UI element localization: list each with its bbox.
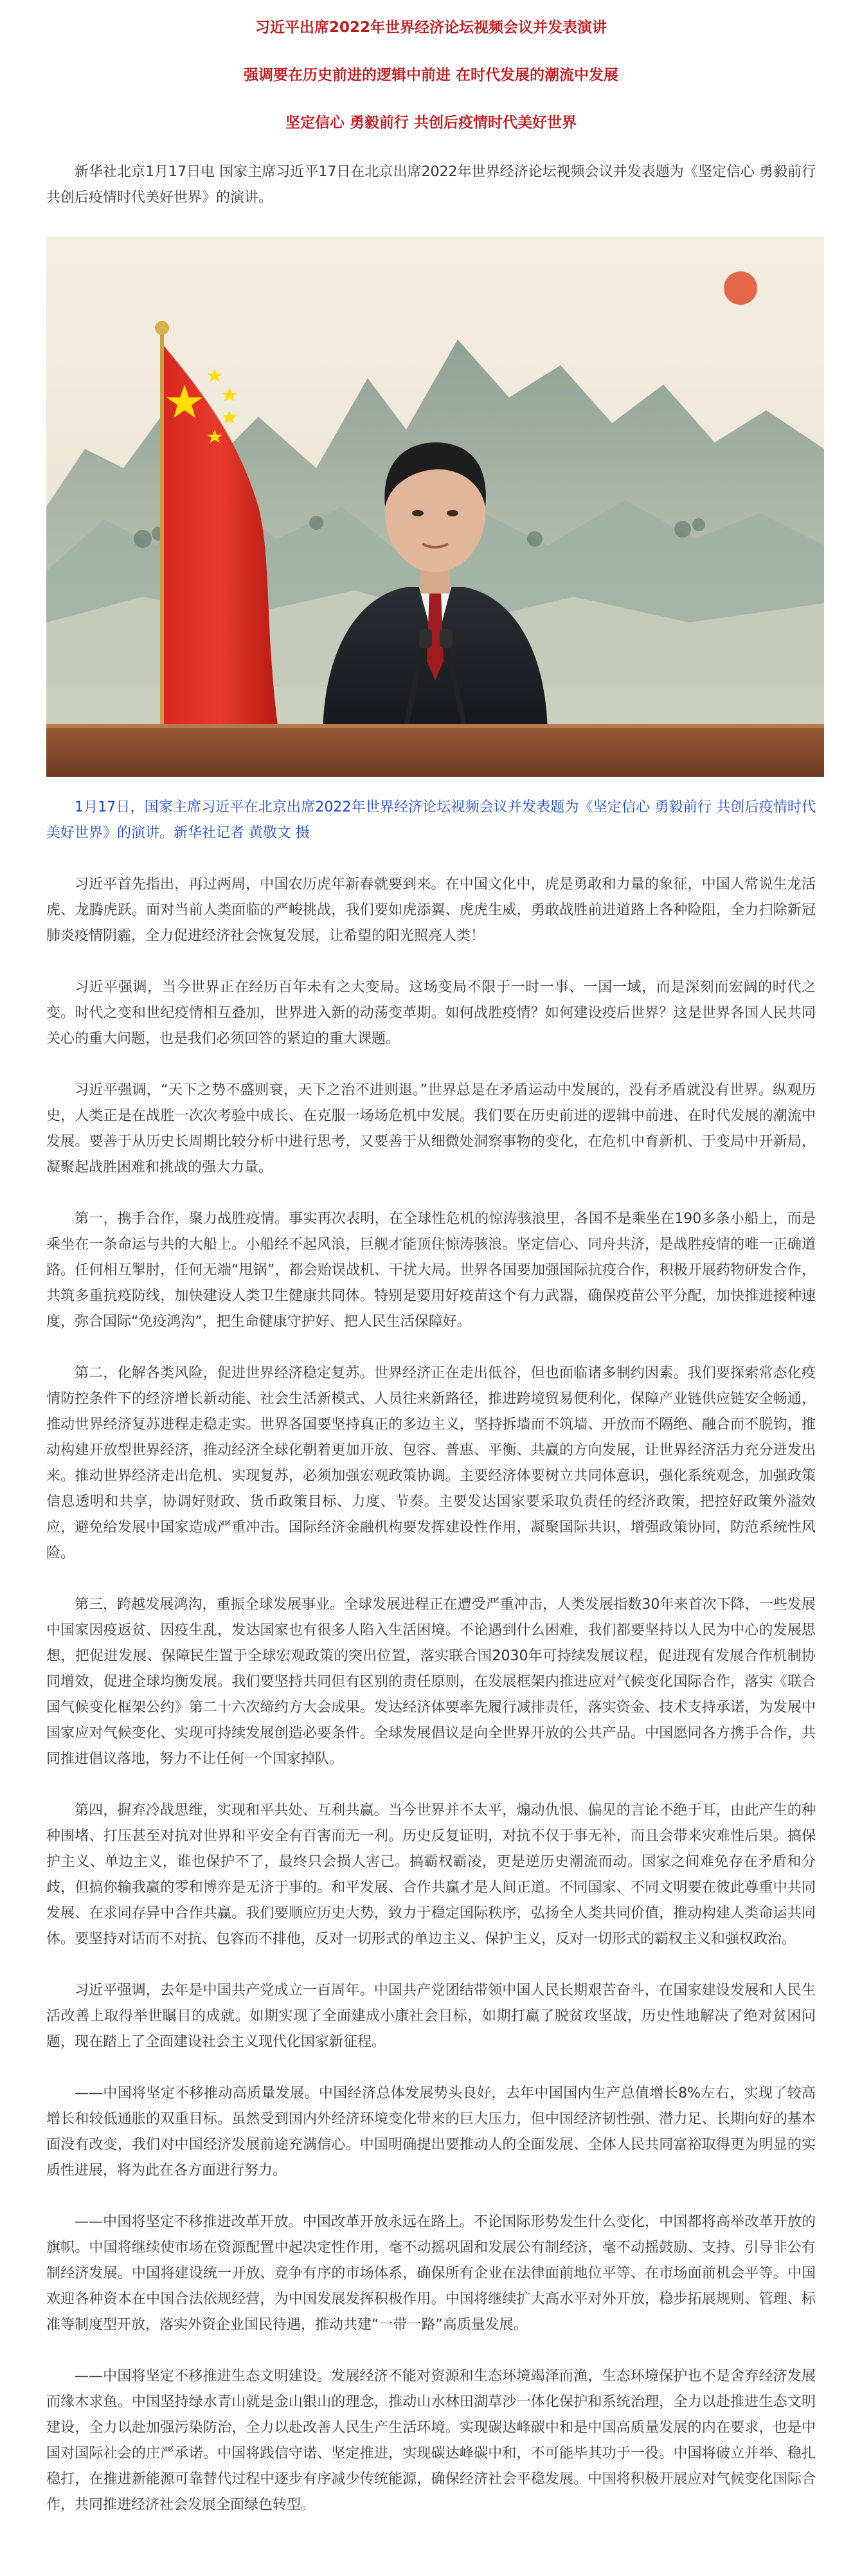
headline-sub2: 坚定信心 勇毅前行 共创后疫情时代美好世界 [285,114,577,131]
lead-paragraph: 新华社北京1月17日电 国家主席习近平17日在北京出席2022年世界经济论坛视频会议并发表题为《坚定信心 勇毅前行 共创后疫情时代美好世界》的演讲。 [46,164,816,206]
body-paragraph: 第三，跨越发展鸿沟，重振全球发展事业。全球发展进程正在遭受严重冲击，人类发展指数30年来首次下降，一些发展中国家因疫返贫、因疫生乱，发达国家也有很多人陷入生活困境。不论遇到什么困难，我们都要坚持以人民为中心的发展思想，把促进发展、保障民生置于全球宏观政策的突出位置，落实联合国2030年可持续发展议程，促进现有发展合作机制协同增效，促进全球均衡发展。我们要坚持共同但有区别的责任原则，在发展框架内推进应对气候变化国际合作，落实《联合国气候变化框架公约》第二十六次缔约方大会成果。发达经济体要率先履行减排责任，落实资金、技术支持承诺，为发展中国家应对气候变化、实现可持续发展创造必要条件。全球发展倡议是向全世界开放的公共产品。中国愿同各方携手合作，共同推进倡议落地，努力不让任何一个国家掉队。 [46,1597,816,1767]
body-paragraph: 习近平强调，去年是中国共产党成立一百周年。中国共产党团结带领中国人民长期艰苦奋斗，在国家建设发展和人民生活改善上取得举世瞩目的成就。如期实现了全面建成小康社会目标，如期打赢了脱贫攻坚战，历史性地解决了绝对贫困问题，现在踏上了全面建设社会主义现代化国家新征程。 [46,1982,816,2050]
body-paragraph: 习近平强调，当今世界正在经历百年未有之大变局。这场变局不限于一时一事、一国一域，而是深刻而宏阔的时代之变。时代之变和世纪疫情相互叠加，世界进入新的动荡变革期。如何战胜疫情？如何建设疫后世界？这是世界各国人民共同关心的重大问题，也是我们必须回答的紧迫的重大课题。 [46,979,816,1047]
photo-caption: 1月17日，国家主席习近平在北京出席2022年世界经济论坛视频会议并发表题为《坚定信心 勇毅前行 共创后疫情时代美好世界》的演讲。新华社记者 黄敬文 摄 [46,799,816,841]
article-photo [46,237,824,777]
body-paragraph: 习近平首先指出，再过两周，中国农历虎年新春就要到来。在中国文化中，虎是勇敢和力量的象征，中国人常说生龙活虎、龙腾虎跃。面对当前人类面临的严峻挑战，我们要如虎添翼、虎虎生威，勇敢战胜前进道路上各种险阻，全力扫除新冠肺炎疫情阴霾，全力促进经济社会恢复发展，让希望的阳光照亮人类！ [46,876,816,944]
body-paragraph: 习近平强调，“天下之势不盛则衰，天下之治不进则退。”世界总是在矛盾运动中发展的，没有矛盾就没有世界。纵观历史，人类正是在战胜一次次考验中成长、在克服一场场危机中发展。我们要在历史前进的逻辑中前进、在时代发展的潮流中发展。要善于从历史长周期比较分析中进行思考，又要善于从细微处洞察事物的变化，在危机中育新机、于变局中开新局，凝聚起战胜困难和挑战的强大力量。 [46,1082,816,1175]
body-paragraph: ——中国将坚定不移推进改革开放。中国改革开放永远在路上。不论国际形势发生什么变化，中国都将高举改革开放的旗帜。中国将继续使市场在资源配置中起决定性作用，毫不动摇巩固和发展公有制经济，毫不动摇鼓励、支持、引导非公有制经济发展。中国将建设统一开放、竞争有序的市场体系，确保所有企业在法律面前地位平等、在市场面前机会平等。中国欢迎各种资本在中国合法依规经营，为中国发展发挥积极作用。中国将继续扩大高水平对外开放，稳步拓展规则、管理、标准等制度型开放，落实外资企业国民待遇，推动共建“一带一路”高质量发展。 [46,2214,816,2333]
body-paragraph: 第四，摒弃冷战思维，实现和平共处、互利共赢。当今世界并不太平，煽动仇恨、偏见的言论不绝于耳，由此产生的种种围堵、打压甚至对抗对世界和平安全有百害而无一利。历史反复证明，对抗不仅于事无补，而且会带来灾难性后果。搞保护主义、单边主义，谁也保护不了，最终只会损人害己。搞霸权霸凌，更是逆历史潮流而动。国家之间难免存在矛盾和分歧，但搞你输我赢的零和博弈是无济于事的。和平发展、合作共赢才是人间正道。不同国家、不同文明要在彼此尊重中共同发展、在求同存异中合作共赢。我们要顺应历史大势，致力于稳定国际秩序，弘扬全人类共同价值，推动构建人类命运共同体。要坚持对话而不对抗、包容而不排他，反对一切形式的单边主义、保护主义，反对一切形式的霸权主义和强权政治。 [46,1802,816,1947]
article-body [46,872,816,2518]
body-paragraph: ——中国将坚定不移推进生态文明建设。发展经济不能对资源和生态环境竭泽而渔，生态环境保护也不是舍弃经济发展而缘木求鱼。中国坚持绿水青山就是金山银山的理念，推动山水林田湖草沙一体化保护和系统治理，全力以赴推进生态文明建设，全力以赴加强污染防治，全力以赴改善人民生产生活环境。实现碳达峰碳中和是中国高质量发展的内在要求，也是中国对国际社会的庄严承诺。中国将践信守诺、坚定推进，实现碳达峰碳中和，不可能毕其功于一役。中国将破立并举、稳扎稳打，在推进新能源可靠替代过程中逐步有序减少传统能源，确保经济社会平稳发展。中国将积极开展应对气候变化国际合作，共同推进经济社会发展全面绿色转型。 [46,2368,816,2513]
speaker-at-desk-with-flag-photo [46,237,824,777]
body-paragraph: ——中国将坚定不移推动高质量发展。中国经济总体发展势头良好，去年中国国内生产总值增长8%左右，实现了较高增长和较低通胀的双重目标。虽然受到国内外经济环境变化带来的巨大压力，但中国经济韧性强、潜力足、长期向好的基本面没有改变，我们对中国经济发展前途充满信心。中国明确提出要推动人的全面发展、全体人民共同富裕取得更为明显的实质性进展，将为此在各方面进行努力。 [46,2085,816,2179]
body-paragraph: 第一，携手合作，聚力战胜疫情。事实再次表明，在全球性危机的惊涛骇浪里，各国不是乘坐在190多条小船上，而是乘坐在一条命运与共的大船上。小船经不起风浪，巨舰才能顶住惊涛骇浪。坚定信心、同舟共济，是战胜疫情的唯一正确道路。任何相互掣肘，任何无端“甩锅”，都会贻误战机、干扰大局。世界各国要加强国际抗疫合作，积极开展药物研发合作，共筑多重抗疫防线，加快建设人类卫生健康共同体。特别是要用好疫苗这个有力武器，确保疫苗公平分配，加快推进接种速度，弥合国际“免疫鸿沟”，把生命健康守护好、把人民生活保障好。 [46,1211,816,1330]
body-paragraph: 第二，化解各类风险，促进世界经济稳定复苏。世界经济正在走出低谷，但也面临诸多制约因素。我们要探索常态化疫情防控条件下的经济增长新动能、社会生活新模式、人员往来新路径，推进跨境贸易便利化，保障产业链供应链安全畅通，推动世界经济复苏进程走稳走实。世界各国要坚持真正的多边主义，坚持拆墙而不筑墙、开放而不隔绝、融合而不脱钩，推动构建开放型世界经济，推动经济全球化朝着更加开放、包容、普惠、平衡、共赢的方向发展，让世界经济活力充分迸发出来。推动世界经济走出危机、实现复苏，必须加强宏观政策协调。主要经济体要树立共同体意识，强化系统观念，加强政策信息透明和共享，协调好财政、货币政策目标、力度、节奏。主要发达国家要采取负责任的经济政策，把控好政策外溢效应，避免给发展中国家造成严重冲击。国际经济金融机构要发挥建设性作用，凝聚国际共识，增强政策协同，防范系统性风险。 [46,1365,816,1561]
headline-main: 习近平出席2022年世界经济论坛视频会议并发表演讲 [255,19,607,36]
headline-sub1: 强调要在历史前进的逻辑中前进 在时代发展的潮流中发展 [243,67,618,84]
